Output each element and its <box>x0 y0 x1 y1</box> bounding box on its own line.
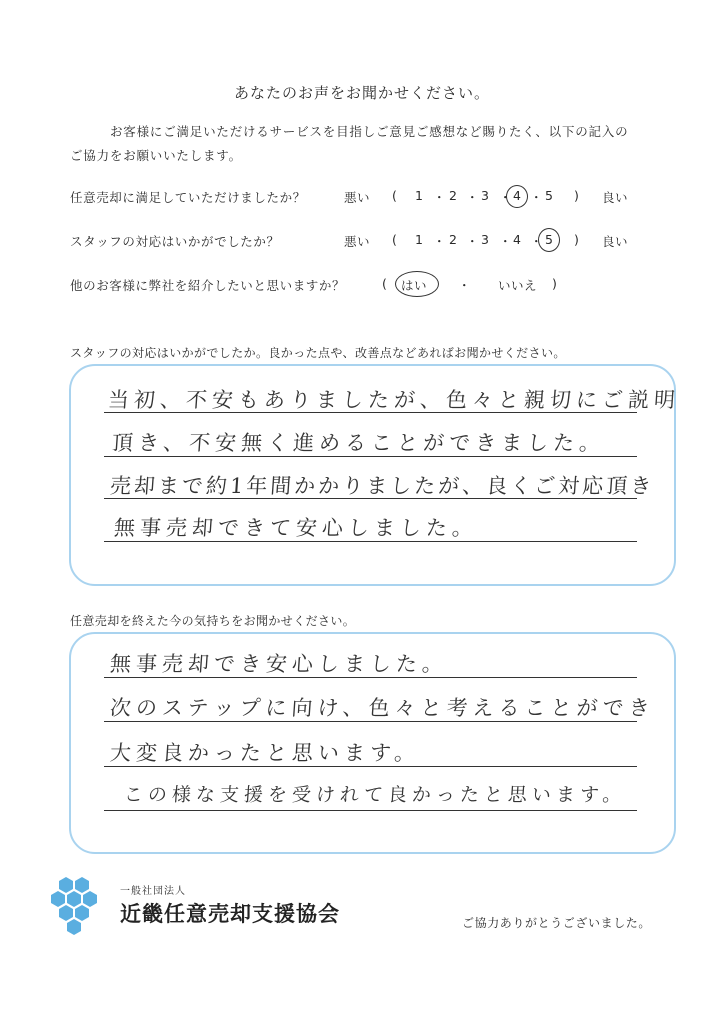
paren-open: ( <box>392 232 398 247</box>
rating-satisfaction: 悪い ( 1 ・ 2 ・ 3 ・ 4 ・ 5 ) 良い <box>344 188 629 205</box>
scale-3[interactable]: 3 <box>481 232 490 247</box>
handwritten-line: この様な支援を受けれて良かったと思います。 <box>123 784 628 806</box>
selection-circle <box>538 228 560 252</box>
scale-2[interactable]: 2 <box>449 232 458 247</box>
rating-low-label: 悪い <box>344 190 371 205</box>
handwritten-line: 無事売却できて安心しました。 <box>113 516 479 540</box>
handwritten-line: 次のステップに向け、色々と考えることができ <box>109 696 656 720</box>
handwritten-line: 頂き、不安無く進めることができました。 <box>111 431 606 455</box>
choice-no[interactable]: いいえ <box>498 278 538 293</box>
handwritten-line: 売却まで約1年間かかりましたが、良くご対応頂き <box>109 474 656 498</box>
choice-dot: ・ <box>458 278 472 293</box>
hexagon-cluster-icon <box>46 873 108 935</box>
scale-3[interactable]: 3 <box>481 188 490 203</box>
org-type: 一般社団法人 <box>120 886 186 897</box>
question-recommend: 他のお客様に弊社を紹介したいと思いますか？ <box>70 278 346 293</box>
paren-open: ( <box>382 276 388 291</box>
intro-line-2: ご協力をお願いいたします。 <box>70 148 242 163</box>
paren-close: ) <box>574 188 580 203</box>
closing-message: ご協力ありがとうございました。 <box>462 916 652 930</box>
scale-5[interactable]: 5 <box>545 188 554 203</box>
section-staff-feedback-label: スタッフの対応はいかがでしたか。良かった点や、改善点などあればお聞かせください。 <box>70 346 566 360</box>
writing-rule <box>104 766 637 767</box>
rating-high-label: 良い <box>602 234 629 249</box>
paren-close: ) <box>574 232 580 247</box>
hexagon-cluster-logo <box>46 873 108 935</box>
writing-rule <box>104 810 637 811</box>
selection-circle <box>395 271 439 297</box>
intro-line-1: お客様にご満足いただけるサービスを目指しご意見ご感想など賜りたく、以下の記入の <box>110 124 629 139</box>
handwritten-line: 大変良かったと思います。 <box>109 741 422 765</box>
scale-1[interactable]: 1 <box>415 188 424 203</box>
recommend-choice <box>0 276 724 296</box>
question-staff-response: スタッフの対応はいかがでしたか？ <box>70 234 280 249</box>
scale-4[interactable]: 4 <box>513 188 522 203</box>
scale-1[interactable]: 1 <box>415 232 424 247</box>
question-satisfaction: 任意売却に満足していただけましたか？ <box>70 190 306 205</box>
writing-rule <box>104 456 637 457</box>
writing-rule <box>104 677 637 678</box>
handwritten-line: 当初、不安もありましたが、色々と親切にご説明 <box>107 388 681 412</box>
rating-staff-response: 悪い ( 1 ・ 2 ・ 3 ・ 4 ・ 5 ) 良い <box>344 232 629 249</box>
paren-open: ( <box>392 188 398 203</box>
section-current-feelings-label: 任意売却を終えた今の気持ちをお聞かせください。 <box>70 614 356 628</box>
scale-2[interactable]: 2 <box>449 188 458 203</box>
rating-low-label: 悪い <box>344 234 371 249</box>
paren-close: ) <box>552 276 558 291</box>
scale-4[interactable]: 4 <box>513 232 522 247</box>
scale-5[interactable]: 5 <box>545 232 554 247</box>
rating-high-label: 良い <box>602 190 629 205</box>
writing-rule <box>104 541 637 542</box>
choice-yes[interactable]: はい <box>401 278 428 293</box>
writing-rule <box>104 721 637 722</box>
writing-rule <box>104 498 637 499</box>
writing-rule <box>104 412 637 413</box>
handwritten-line: 無事売却でき安心しました。 <box>109 652 449 676</box>
selection-circle <box>506 185 528 208</box>
org-name: 近畿任意売却支援協会 <box>120 902 340 926</box>
page-title: あなたのお声をお聞かせください。 <box>233 84 490 102</box>
